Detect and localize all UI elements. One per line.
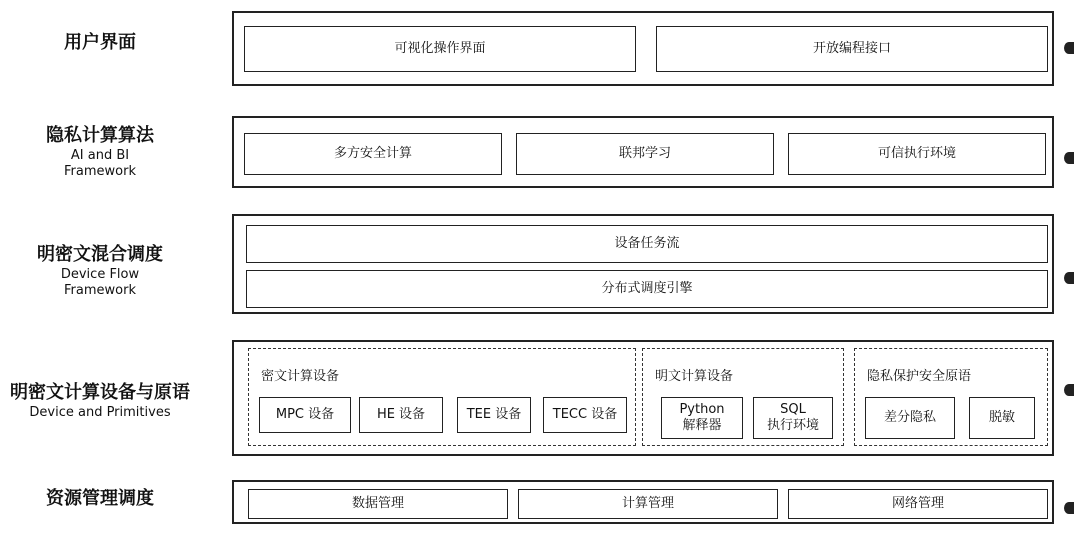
layer-title-algo-en-2: Framework xyxy=(64,163,136,179)
device-sql-line1: SQL xyxy=(780,402,806,418)
layer-title-flow-en-2: Framework xyxy=(64,282,136,298)
layer-box-resource xyxy=(232,480,1054,524)
layer-box-device xyxy=(232,340,1054,456)
layer-title-ui xyxy=(0,32,200,55)
device-tecc: TECC 设备 xyxy=(543,397,627,433)
layer-title-device-en-1: Device and Primitives xyxy=(29,404,171,420)
device-python-interpreter xyxy=(661,397,743,439)
layer-title-flow-zh: 明密文混合调度 xyxy=(37,244,163,265)
device-mpc: MPC 设备 xyxy=(259,397,351,433)
layer-title-flow xyxy=(0,244,200,299)
module-trusted-execution: 可信执行环境 xyxy=(788,133,1046,175)
module-device-task-flow: 设备任务流 xyxy=(246,225,1048,263)
device-he: HE 设备 xyxy=(359,397,443,433)
layer-box-algo xyxy=(232,116,1054,188)
device-sql-executor xyxy=(753,397,833,439)
layer-title-resource-zh: 资源管理调度 xyxy=(46,488,154,509)
layer-marker-resource xyxy=(1064,502,1074,514)
layer-marker-device xyxy=(1064,384,1074,396)
group-plain-label: 明文计算设备 xyxy=(655,369,734,384)
primitive-desensitization: 脱敏 xyxy=(969,397,1035,439)
device-python-line2: 解释器 xyxy=(682,418,722,433)
primitive-differential-privacy: 差分隐私 xyxy=(865,397,955,439)
layer-marker-ui xyxy=(1064,42,1074,54)
module-network-management: 网络管理 xyxy=(788,489,1048,519)
device-python-line1: Python xyxy=(679,402,725,418)
module-mpc-computing: 多方安全计算 xyxy=(244,133,502,175)
group-privacy-label: 隐私保护安全原语 xyxy=(867,369,972,384)
module-visual-ui: 可视化操作界面 xyxy=(244,26,636,72)
layer-title-resource xyxy=(0,488,200,511)
device-sql-line2: 执行环境 xyxy=(766,418,819,433)
layer-marker-algo xyxy=(1064,152,1074,164)
device-tee: TEE 设备 xyxy=(457,397,531,433)
layer-box-ui xyxy=(232,11,1054,86)
layer-box-flow xyxy=(232,214,1054,314)
layer-title-device xyxy=(0,382,200,421)
group-plain-devices xyxy=(642,348,844,446)
layer-title-ui-zh: 用户界面 xyxy=(64,32,136,53)
group-privacy-primitives xyxy=(854,348,1048,446)
group-cipher-devices xyxy=(248,348,636,446)
module-distributed-scheduler: 分布式调度引擎 xyxy=(246,270,1048,308)
module-open-api: 开放编程接口 xyxy=(656,26,1048,72)
layer-title-flow-en-1: Device Flow xyxy=(60,266,140,282)
layer-title-algo xyxy=(0,125,200,180)
layer-title-algo-zh: 隐私计算算法 xyxy=(46,125,154,146)
module-data-management: 数据管理 xyxy=(248,489,508,519)
module-compute-management: 计算管理 xyxy=(518,489,778,519)
layer-marker-flow xyxy=(1064,272,1074,284)
layer-title-algo-en-1: AI and BI xyxy=(70,147,130,163)
group-cipher-label: 密文计算设备 xyxy=(261,369,340,384)
module-federated-learning: 联邦学习 xyxy=(516,133,774,175)
layer-title-device-zh: 明密文计算设备与原语 xyxy=(10,382,190,403)
